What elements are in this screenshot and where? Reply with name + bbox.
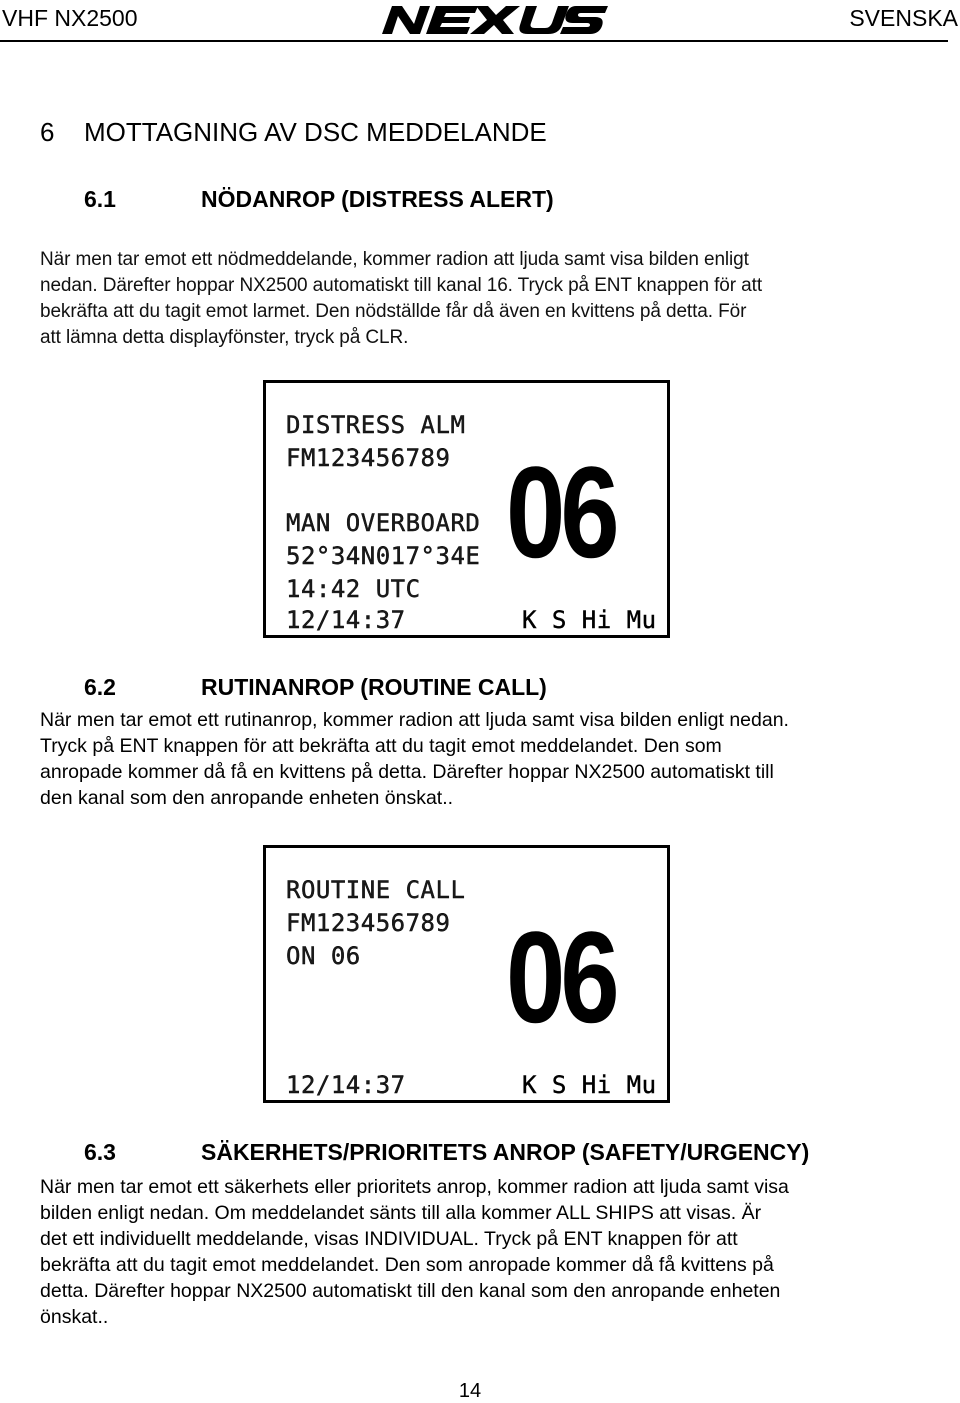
section-6-3-body: När men tar emot ett säkerhets eller prioritets anrop, kommer radion att ljuda samt visa bilden enligt nedan. Om meddelandet sänts till alla kommer ALL SHIPS att visas. Är det ett individuellt meddelande, visas INDIVIDUAL. Tryck på ENT knappen för att bekräfta att du tagit emot meddelandet. Den som anropade kommer då få kvittens på detta. Därefter hoppar NX2500 automatiskt till den kanal som den anropande enheten önskat.. bbox=[40, 1176, 789, 1328]
header-model: VHF NX2500 bbox=[2, 5, 138, 31]
lcd-status-indicators: K S Hi Mu bbox=[522, 606, 657, 634]
section-number: 6.2 bbox=[84, 674, 116, 700]
lcd-line: FM123456789 bbox=[286, 444, 451, 472]
section-6-3-heading bbox=[84, 1139, 809, 1166]
section-title: SÄKERHETS/PRIORITETS ANROP (SAFETY/URGENCY) bbox=[201, 1139, 810, 1165]
lcd-line: MAN OVERBOARD bbox=[286, 509, 481, 537]
lcd-line: ROUTINE CALL bbox=[286, 876, 466, 904]
header-language: SVENSKA bbox=[849, 5, 958, 31]
section-title: RUTINANROP (ROUTINE CALL) bbox=[201, 674, 547, 700]
section-number: 6.1 bbox=[84, 186, 116, 212]
lcd-routine-screen bbox=[263, 845, 670, 1103]
section-6-heading bbox=[40, 117, 547, 148]
lcd-line: ON 06 bbox=[286, 942, 361, 970]
lcd-line: 12/14:37 bbox=[286, 1071, 406, 1099]
nexus-logo bbox=[380, 2, 610, 38]
section-6-2-body: När men tar emot ett rutinanrop, kommer radion att ljuda samt visa bilden enligt nedan. Tryck på ENT knappen för att bekräfta att du tagit emot meddelandet. Den som anropade kommer då få en kvittens på detta. Därefter hoppar NX2500 automatiskt till den kanal som den anropande enheten önskat.. bbox=[40, 709, 789, 809]
lcd-line: DISTRESS ALM bbox=[286, 411, 466, 439]
lcd-channel-number: 06 bbox=[506, 439, 615, 585]
lcd-line: 12/14:37 bbox=[286, 606, 406, 634]
section-6-2-heading bbox=[84, 674, 547, 701]
section-6-1-body: När men tar emot ett nödmeddelande, kommer radion att ljuda samt visa bilden enligt nedan. Därefter hoppar NX2500 automatiskt till kanal 16. Tryck på ENT knappen för att bekräfta att du tagit emot larmet. Den nödställde får då även en kvittens på detta. För att lämna detta displayfönster, tryck på CLR. bbox=[40, 249, 762, 348]
section-number: 6 bbox=[40, 117, 55, 147]
section-title: MOTTAGNING AV DSC MEDDELANDE bbox=[84, 117, 547, 147]
lcd-status-indicators: K S Hi Mu bbox=[522, 1071, 657, 1099]
lcd-line: 14:42 UTC bbox=[286, 575, 421, 603]
section-title: NÖDANROP (DISTRESS ALERT) bbox=[201, 186, 554, 212]
section-number: 6.3 bbox=[84, 1139, 116, 1165]
lcd-line: 52°34N017°34E bbox=[286, 542, 481, 570]
page-number: 14 bbox=[458, 1380, 482, 1402]
lcd-distress-screen bbox=[263, 380, 670, 638]
lcd-channel-number: 06 bbox=[506, 904, 615, 1050]
header-divider bbox=[0, 40, 948, 42]
section-6-1-heading bbox=[84, 186, 554, 213]
lcd-line: FM123456789 bbox=[286, 909, 451, 937]
